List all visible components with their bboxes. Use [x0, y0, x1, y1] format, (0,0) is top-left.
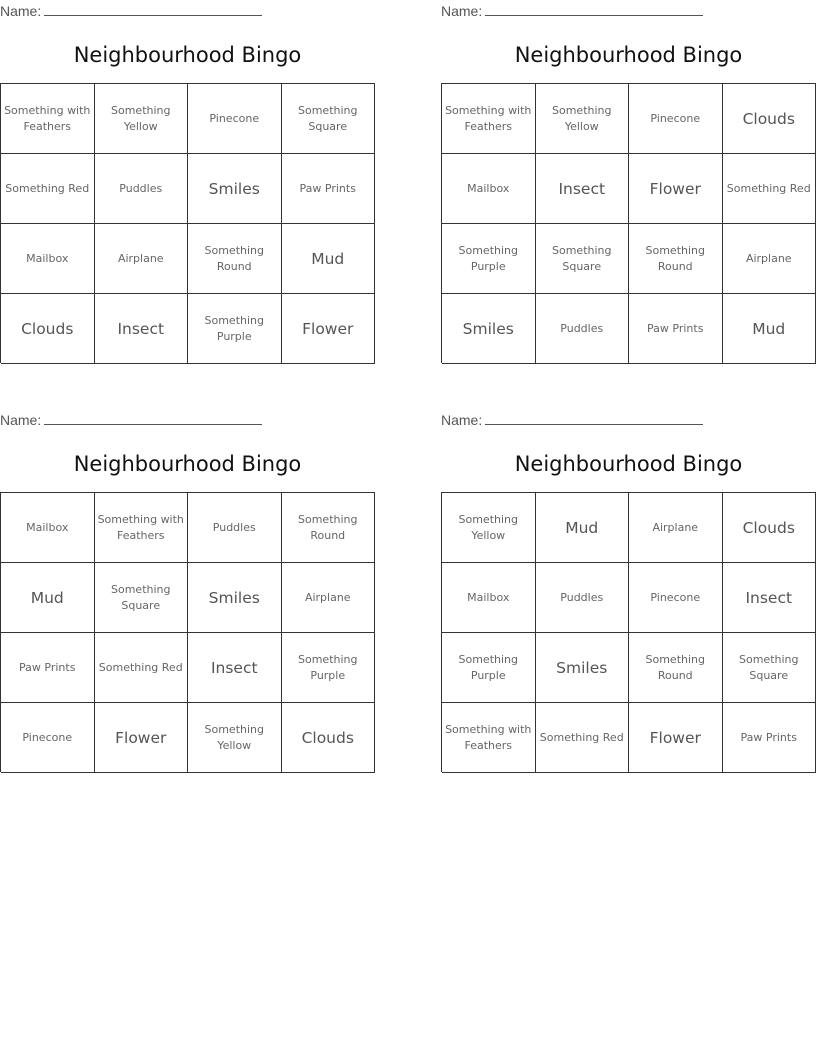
bingo-cell: Mud — [1, 563, 95, 633]
bingo-cell: Something Red — [536, 703, 630, 773]
bingo-cell: Something Round — [282, 493, 376, 563]
bingo-cell: Something Round — [188, 224, 282, 294]
bingo-cell: Insect — [95, 294, 189, 364]
bingo-cell: Clouds — [282, 703, 376, 773]
bingo-cell: Insect — [723, 563, 816, 633]
bingo-cell: Something with Feathers — [442, 703, 536, 773]
bingo-cell: Something Round — [629, 224, 723, 294]
name-label: Name: — [441, 412, 483, 428]
bingo-cell: Airplane — [282, 563, 376, 633]
bingo-cell: Flower — [629, 703, 723, 773]
bingo-cell: Something with Feathers — [1, 84, 95, 154]
bingo-cell: Something Red — [1, 154, 95, 224]
bingo-cell: Pinecone — [1, 703, 95, 773]
bingo-cell: Clouds — [1, 294, 95, 364]
card-title: Neighbourhood Bingo — [514, 43, 743, 67]
bingo-grid — [0, 492, 375, 772]
bingo-cell: Insect — [536, 154, 630, 224]
card-title: Neighbourhood Bingo — [514, 452, 743, 476]
bingo-cell: Flower — [629, 154, 723, 224]
bingo-card — [0, 0, 375, 380]
bingo-cell: Puddles — [536, 563, 630, 633]
bingo-cell: Something Square — [95, 563, 189, 633]
name-blank-line — [485, 411, 703, 425]
bingo-grid — [441, 492, 816, 772]
bingo-cell: Smiles — [188, 154, 282, 224]
bingo-cell: Something Yellow — [95, 84, 189, 154]
name-field — [0, 411, 262, 429]
name-field — [0, 2, 262, 20]
bingo-cell: Paw Prints — [1, 633, 95, 703]
bingo-cell: Something Square — [536, 224, 630, 294]
bingo-cell: Smiles — [442, 294, 536, 364]
bingo-cell: Airplane — [723, 224, 816, 294]
name-label: Name: — [0, 412, 42, 428]
bingo-cell: Puddles — [188, 493, 282, 563]
bingo-cell: Airplane — [629, 493, 723, 563]
bingo-cell: Something Yellow — [188, 703, 282, 773]
name-field — [441, 411, 703, 429]
bingo-cell: Clouds — [723, 84, 816, 154]
name-label: Name: — [441, 3, 483, 19]
bingo-cell: Clouds — [723, 493, 816, 563]
bingo-cell: Something Yellow — [536, 84, 630, 154]
bingo-card — [441, 409, 816, 789]
bingo-cell: Puddles — [536, 294, 630, 364]
bingo-grid — [441, 83, 816, 363]
bingo-cell: Paw Prints — [629, 294, 723, 364]
bingo-cell: Something Yellow — [442, 493, 536, 563]
bingo-cell: Something Purple — [442, 224, 536, 294]
bingo-cell: Mud — [282, 224, 376, 294]
bingo-cell: Mailbox — [1, 224, 95, 294]
bingo-cell: Paw Prints — [723, 703, 816, 773]
bingo-cell: Smiles — [188, 563, 282, 633]
bingo-cell: Something Purple — [188, 294, 282, 364]
card-title: Neighbourhood Bingo — [73, 43, 302, 67]
bingo-cell: Flower — [95, 703, 189, 773]
bingo-cell: Something with Feathers — [442, 84, 536, 154]
bingo-cell: Paw Prints — [282, 154, 376, 224]
bingo-cell: Airplane — [95, 224, 189, 294]
bingo-cell: Something Red — [723, 154, 816, 224]
name-blank-line — [485, 2, 703, 16]
bingo-cell: Mailbox — [1, 493, 95, 563]
name-blank-line — [44, 2, 262, 16]
bingo-cell: Smiles — [536, 633, 630, 703]
bingo-cell: Mud — [723, 294, 816, 364]
card-title: Neighbourhood Bingo — [73, 452, 302, 476]
bingo-grid — [0, 83, 375, 363]
bingo-cell: Something Square — [723, 633, 816, 703]
name-label: Name: — [0, 3, 42, 19]
name-field — [441, 2, 703, 20]
bingo-cell: Pinecone — [629, 84, 723, 154]
bingo-card — [0, 409, 375, 789]
bingo-cell: Mailbox — [442, 154, 536, 224]
bingo-cell: Something Square — [282, 84, 376, 154]
bingo-cell: Mud — [536, 493, 630, 563]
bingo-cell: Pinecone — [629, 563, 723, 633]
bingo-cell: Insect — [188, 633, 282, 703]
bingo-cell: Flower — [282, 294, 376, 364]
name-blank-line — [44, 411, 262, 425]
bingo-cell: Something Purple — [442, 633, 536, 703]
bingo-cell: Puddles — [95, 154, 189, 224]
bingo-cell: Pinecone — [188, 84, 282, 154]
bingo-cell: Something Round — [629, 633, 723, 703]
bingo-cell: Something with Feathers — [95, 493, 189, 563]
bingo-cell: Something Purple — [282, 633, 376, 703]
bingo-card — [441, 0, 816, 380]
bingo-cell: Mailbox — [442, 563, 536, 633]
bingo-cell: Something Red — [95, 633, 189, 703]
